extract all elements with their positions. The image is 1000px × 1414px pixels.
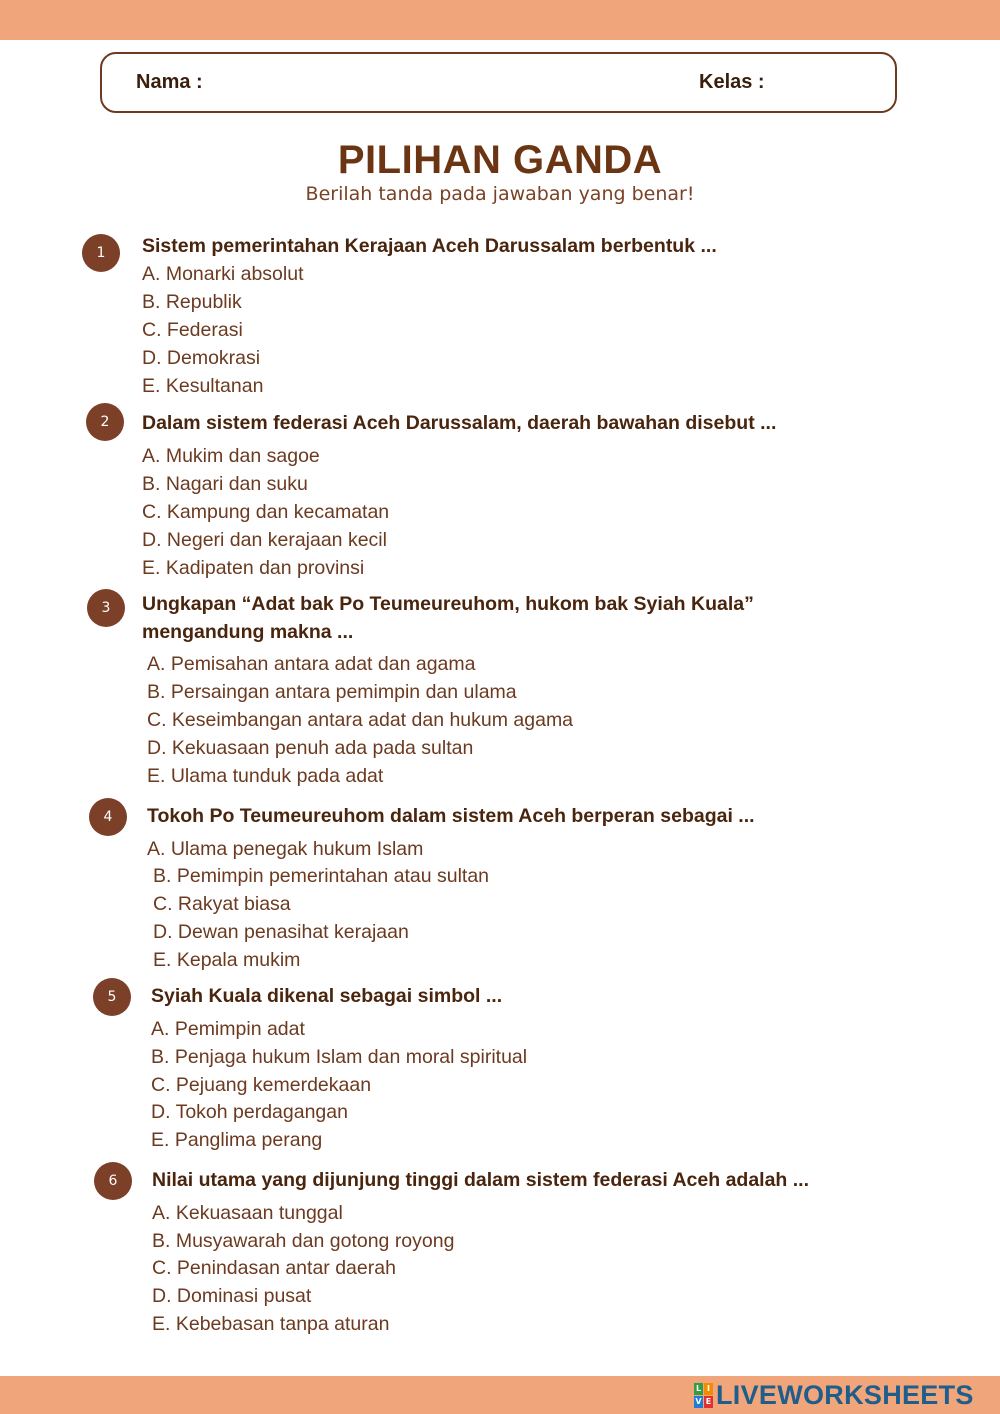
question-text: Syiah Kuala dikenal sebagai simbol ... [151, 985, 503, 1007]
question-number-badge: 3 [87, 589, 125, 627]
question-text: Ungkapan “Adat bak Po Teumeureuhom, hukom bak Syiah Kuala” [142, 593, 754, 615]
answer-option[interactable]: D. Demokrasi [142, 347, 261, 369]
answer-option[interactable]: C. Federasi [142, 319, 243, 341]
answer-option[interactable]: B. Pemimpin pemerintahan atau sultan [153, 865, 490, 887]
answer-option[interactable]: A. Mukim dan sagoe [142, 445, 320, 467]
answer-option[interactable]: C. Keseimbangan antara adat dan hukum agama [147, 709, 574, 731]
name-label: Nama : [136, 71, 203, 93]
logo-text: LIVEWORKSHEETS [716, 1379, 974, 1410]
logo-letter: V [695, 1396, 702, 1406]
answer-option[interactable]: A. Pemisahan antara adat dan agama [147, 653, 476, 675]
answer-option[interactable]: E. Kebebasan tanpa aturan [152, 1313, 390, 1335]
answer-option[interactable]: E. Kesultanan [142, 375, 264, 397]
question-text-continued: mengandung makna ... [142, 621, 354, 643]
question-text: Sistem pemerintahan Kerajaan Aceh Darussalam berbentuk ... [142, 235, 717, 257]
answer-option[interactable]: A. Pemimpin adat [151, 1018, 305, 1040]
answer-option[interactable]: D. Tokoh perdagangan [151, 1101, 348, 1123]
answer-option[interactable]: E. Ulama tunduk pada adat [147, 765, 384, 787]
logo-mark-icon [694, 1383, 713, 1408]
logo-letter: E [705, 1396, 712, 1406]
question-text: Dalam sistem federasi Aceh Darussalam, daerah bawahan disebut ... [142, 412, 777, 434]
answer-option[interactable]: C. Kampung dan kecamatan [142, 501, 390, 523]
page-subtitle: Berilah tanda pada jawaban yang benar! [305, 183, 695, 205]
liveworksheets-logo [694, 1378, 974, 1412]
answer-option[interactable]: B. Penjaga hukum Islam dan moral spiritual [151, 1046, 528, 1068]
answer-option[interactable]: E. Panglima perang [151, 1129, 323, 1151]
logo-letter: I [704, 1383, 713, 1395]
question-number-badge: 1 [82, 234, 120, 272]
answer-option[interactable]: D. Dewan penasihat kerajaan [153, 921, 409, 943]
answer-option[interactable]: E. Kadipaten dan provinsi [142, 557, 365, 579]
answer-option[interactable]: A. Ulama penegak hukum Islam [147, 838, 424, 860]
answer-option[interactable]: A. Monarki absolut [142, 263, 304, 285]
answer-option[interactable]: B. Republik [142, 291, 242, 313]
answer-option[interactable]: C. Pejuang kemerdekaan [151, 1074, 372, 1096]
question-number-badge: 6 [94, 1162, 132, 1200]
top-accent-bar [0, 0, 1000, 40]
answer-option[interactable]: D. Kekuasaan penuh ada pada sultan [147, 737, 474, 759]
answer-option[interactable]: B. Musyawarah dan gotong royong [152, 1230, 455, 1252]
answer-option[interactable]: B. Nagari dan suku [142, 473, 308, 495]
class-label: Kelas : [699, 71, 765, 93]
logo-letter: L [695, 1383, 702, 1393]
question-text: Nilai utama yang dijunjung tinggi dalam sistem federasi Aceh adalah ... [152, 1169, 810, 1191]
question-number-badge: 4 [89, 798, 127, 836]
student-info-box [100, 52, 897, 113]
answer-option[interactable]: C. Rakyat biasa [153, 893, 291, 915]
question-text: Tokoh Po Teumeureuhom dalam sistem Aceh berperan sebagai ... [147, 805, 755, 827]
answer-option[interactable]: C. Penindasan antar daerah [152, 1257, 396, 1279]
answer-option[interactable]: B. Persaingan antara pemimpin dan ulama [147, 681, 517, 703]
question-number-badge: 5 [93, 978, 131, 1016]
answer-option[interactable]: A. Kekuasaan tunggal [152, 1202, 343, 1224]
answer-option[interactable]: D. Negeri dan kerajaan kecil [142, 529, 387, 551]
page-title: PILIHAN GANDA [337, 138, 663, 182]
answer-option[interactable]: D. Dominasi pusat [152, 1285, 312, 1307]
answer-option[interactable]: E. Kepala mukim [153, 949, 301, 971]
question-number-badge: 2 [86, 403, 124, 441]
